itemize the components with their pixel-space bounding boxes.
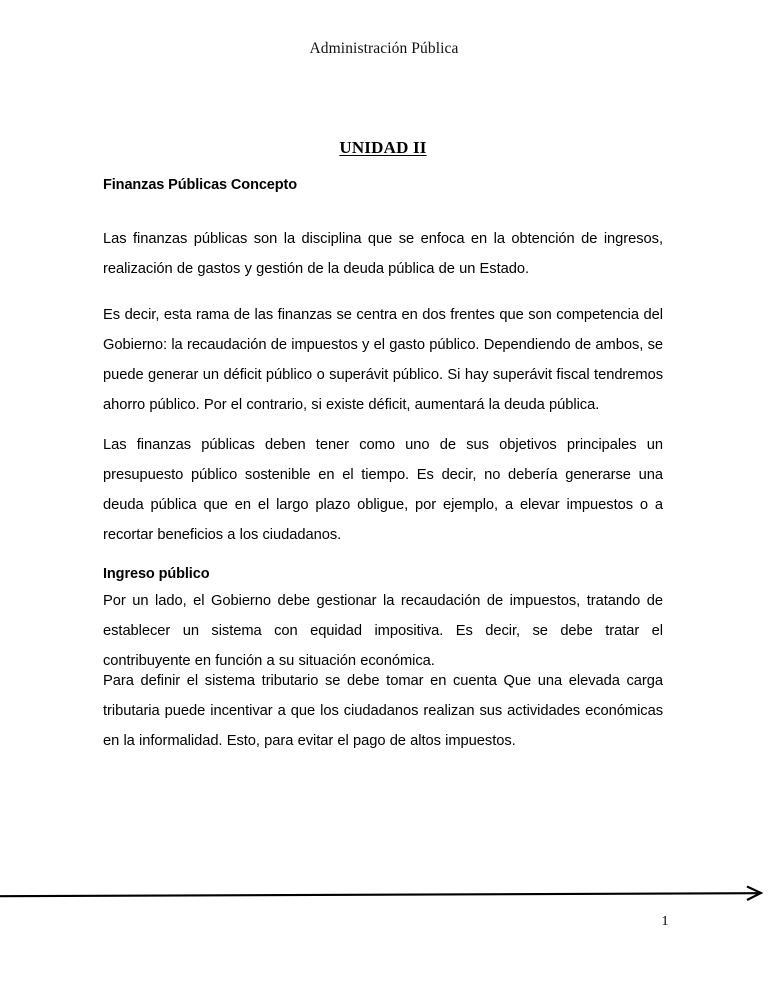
unit-title-text: UNIDAD II (339, 138, 427, 157)
paragraph-carga-tributaria: Para definir el sistema tributario se debe tomar en cuenta Que una elevada carga tributaria puede incentivar a que los ciudadanos realizan sus actividades económicas en la informalidad. Esto, para evitar el pago de altos impuestos. (103, 673, 663, 749)
unit-title (103, 138, 663, 158)
heading-ingreso-publico: Ingreso público (103, 566, 210, 582)
page-number (0, 914, 768, 930)
running-header: Administración Pública (309, 40, 459, 57)
paragraph-equidad-impositiva: Por un lado, el Gobierno debe gestionar la recaudación de impuestos, tratando de establecer un sistema con equidad impositiva. Es decir, se debe tratar el contribuyente en función a su situación económica. (103, 593, 663, 669)
paragraph-definicion-finanzas: Las finanzas públicas son la disciplina que se enfoca en la obtención de ingresos, realización de gastos y gestión de la deuda pública de un Estado. (103, 231, 663, 277)
heading-finanzas-publicas-concepto: Finanzas Públicas Concepto (103, 177, 297, 193)
page-number-value: 1 (661, 914, 669, 929)
paragraph-presupuesto-sostenible: Las finanzas públicas deben tener como uno de sus objetivos principales un presupuesto público sostenible en el tiempo. Es decir, no debería generarse una deuda pública que en el largo plazo obligue, por ejemplo, a elevar impuestos o a recortar beneficios a los ciudadanos. (103, 437, 663, 543)
paragraph-frentes-gobierno: Es decir, esta rama de las finanzas se centra en dos frentes que son competencia del Gobierno: la recaudación de impuestos y el gasto público. Dependiendo de ambos, se puede generar un déficit público o superávit público. Si hay superávit fiscal tendremos ahorro público. Por el contrario, si existe déficit, aumentará la deuda pública. (103, 307, 663, 413)
